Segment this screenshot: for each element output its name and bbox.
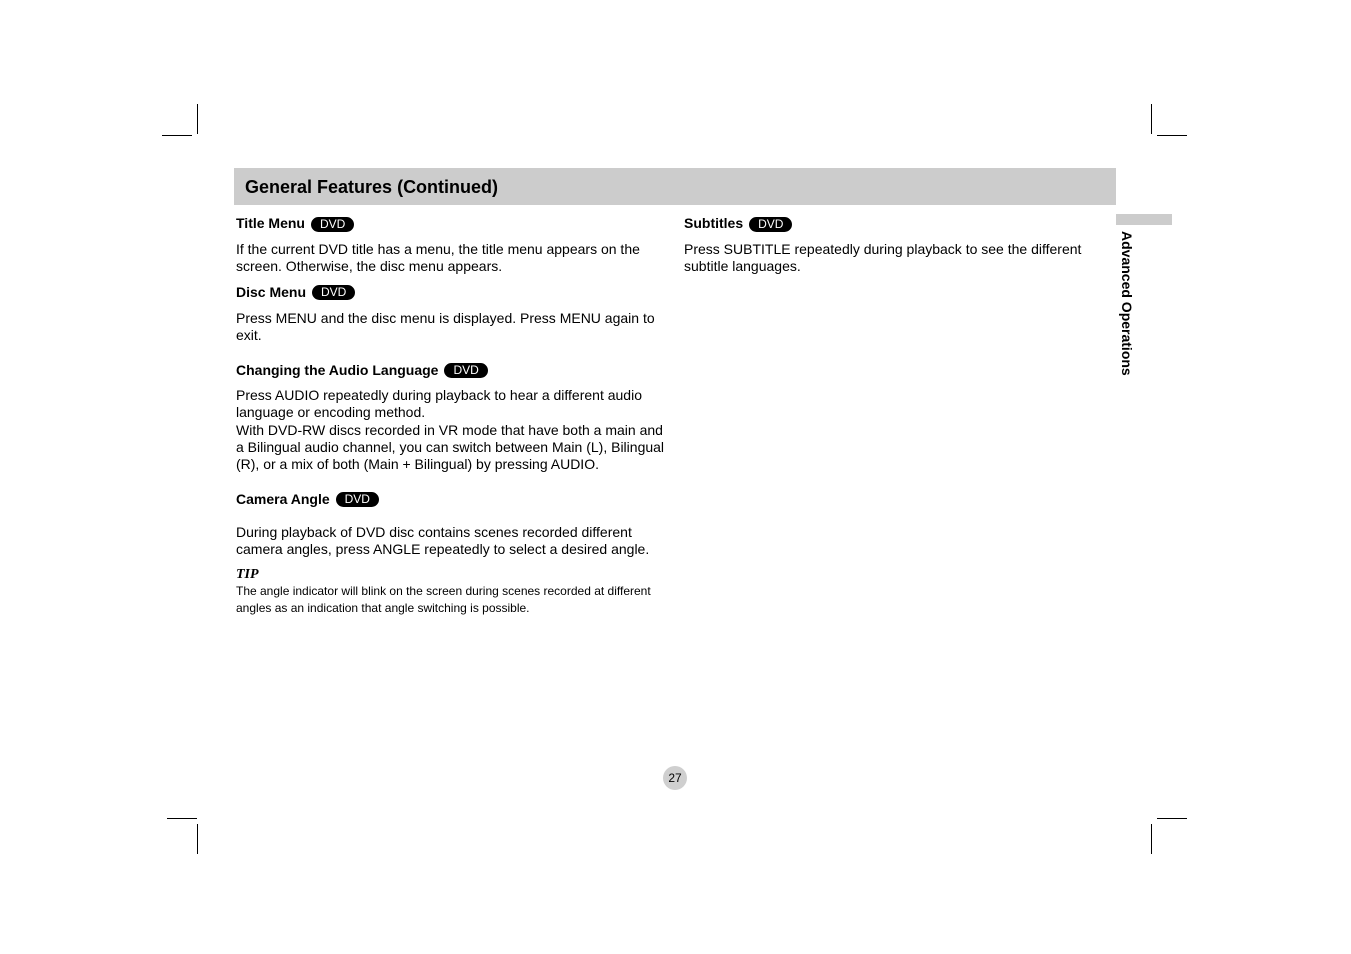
section-body: During playback of DVD disc contains scenes recorded different camera angles, press ANGLE repeatedly to select a desired angle. xyxy=(236,523,650,557)
section-camera-angle xyxy=(236,489,666,559)
section-heading xyxy=(236,213,666,235)
section-heading xyxy=(684,213,1104,235)
crop-mark xyxy=(162,135,192,136)
section-title-menu xyxy=(236,213,666,276)
section-disc-menu xyxy=(236,282,666,345)
heading-text: Title Menu xyxy=(236,215,305,232)
dvd-badge: DVD xyxy=(749,217,792,232)
tip-text: The angle indicator will blink on the screen during scenes recorded at different angles as an indication that angle switching is possible. xyxy=(236,584,651,616)
crop-mark xyxy=(1157,818,1187,819)
side-tab-label: Advanced Operations xyxy=(1119,231,1135,376)
crop-mark xyxy=(167,818,197,819)
section-subtitles xyxy=(684,213,1104,276)
section-body: With DVD-RW discs recorded in VR mode that have both a main and a Bilingual audio channel, you can switch between Main (L), Bilingual (R), or a mix of both (Main + Bilingual) by pressing AUDIO. xyxy=(236,421,665,473)
tip-label: TIP xyxy=(236,567,259,583)
dvd-badge: DVD xyxy=(336,492,379,507)
page-number: 27 xyxy=(663,766,687,790)
section-body: Press AUDIO repeatedly during playback to hear a different audio language or encoding method. xyxy=(236,387,642,421)
heading-text: Disc Menu xyxy=(236,283,307,300)
section-heading xyxy=(236,359,666,381)
section-body: Press MENU and the disc menu is displayed. Press MENU again to exit. xyxy=(236,309,655,343)
tip-box xyxy=(236,567,666,617)
heading-text: Camera Angle xyxy=(236,491,330,508)
section-audio-language xyxy=(236,359,666,473)
heading-text: Subtitles xyxy=(684,215,744,232)
crop-mark xyxy=(1151,824,1152,854)
section-header-bar xyxy=(234,168,1116,205)
heading-text: Changing the Audio Language xyxy=(236,361,439,378)
dvd-badge: DVD xyxy=(311,217,354,232)
side-tab-marker xyxy=(1116,214,1172,225)
right-column xyxy=(684,213,1104,276)
section-body: Press SUBTITLE repeatedly during playback to see the different subtitle languages. xyxy=(684,241,1082,275)
crop-mark xyxy=(197,824,198,854)
dvd-badge: DVD xyxy=(312,285,355,300)
crop-mark xyxy=(1151,104,1152,134)
left-column xyxy=(236,213,666,617)
section-heading xyxy=(236,282,666,304)
dvd-badge: DVD xyxy=(444,363,487,378)
crop-mark xyxy=(1157,135,1187,136)
crop-mark xyxy=(197,104,198,134)
section-body: If the current DVD title has a menu, the title menu appears on the screen. Otherwise, the disc menu appears. xyxy=(236,241,640,275)
page-title: General Features (Continued) xyxy=(245,177,499,197)
section-heading xyxy=(236,489,666,511)
